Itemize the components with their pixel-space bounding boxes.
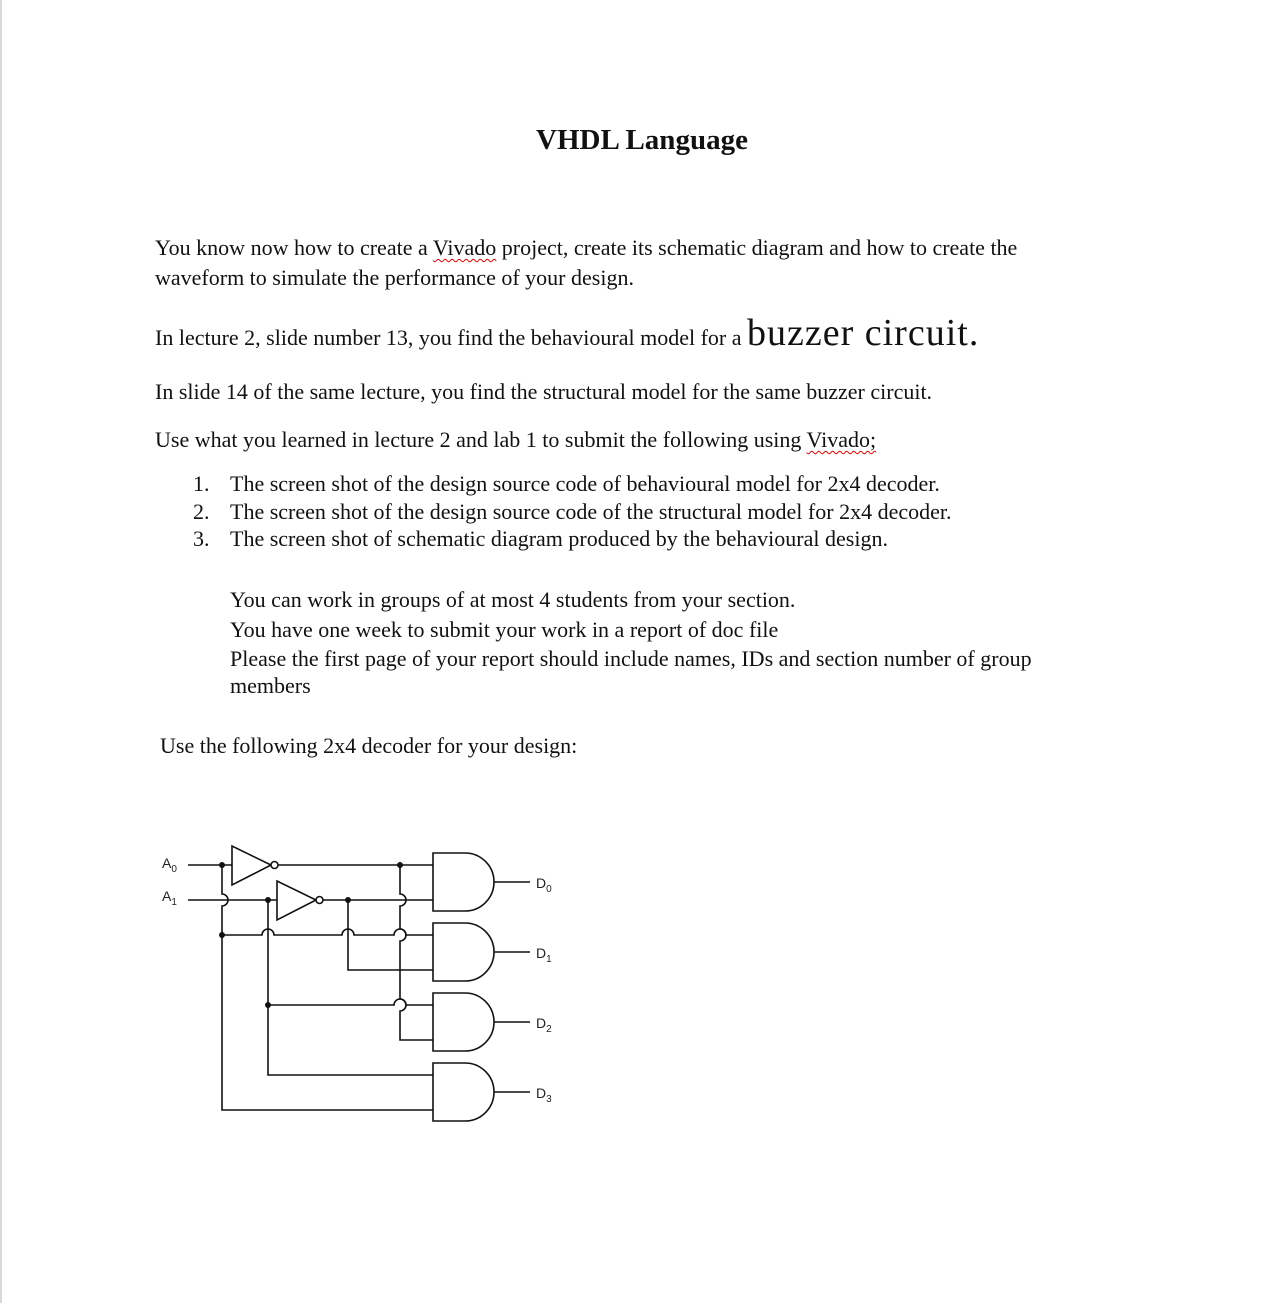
note-line: You can work in groups of at most 4 students from your section. [230, 587, 796, 612]
spellcheck-word-vivado: Vivado [432, 235, 497, 260]
list-number: 2. [193, 499, 210, 524]
and-gate-d3 [433, 1063, 494, 1121]
lecture-text: In lecture 2, slide number 13, you find the behavioural model for a [155, 325, 747, 350]
label-d2: $D_2$ [536, 1015, 552, 1035]
note-line: Please the first page of your report should include names, IDs and section number of group [230, 646, 1032, 671]
list-text: The screen shot of the design source code of the structural model for 2x4 decoder. [230, 499, 952, 524]
junction-dot [219, 932, 225, 938]
slide-paragraph: In slide 14 of the same lecture, you find the structural model for the same buzzer circuit. [155, 379, 933, 404]
wire-not-a0-bus [400, 865, 433, 1040]
junction-dot [265, 897, 271, 903]
list-number: 3. [193, 526, 210, 551]
label-a0: $A_0$ [162, 855, 177, 875]
not-gate-a1 [277, 881, 316, 920]
junction-dot [265, 1002, 271, 1008]
and-gate-d2 [433, 993, 494, 1051]
buzzer-circuit-emphasis: buzzer circuit. [747, 312, 980, 354]
note-line: members [230, 673, 311, 698]
wire-a0-bus [222, 865, 433, 1110]
junction-dot [397, 862, 403, 868]
intro-text-line2: waveform to simulate the performance of your design. [155, 265, 634, 290]
spellcheck-word-vivado-2: Vivado; [806, 427, 877, 452]
junction-dot [345, 897, 351, 903]
intro-text-start: You know now how to create a [155, 235, 433, 260]
intro-text-end: project, create its schematic diagram and how to create the [496, 235, 1018, 260]
wire-a1-bus [268, 900, 433, 1075]
decoder-intro: Use the following 2x4 decoder for your design: [160, 733, 578, 758]
junction-dot [219, 862, 225, 868]
document-title: VHDL Language [536, 124, 748, 156]
list-text: The screen shot of the design source code of behavioural model for 2x4 decoder. [230, 471, 940, 496]
label-d1: $D_1$ [536, 945, 552, 965]
not-gate-a0 [232, 846, 271, 885]
label-d3: $D_3$ [536, 1085, 552, 1105]
and-gate-d0 [433, 853, 494, 911]
not-bubble-a1 [316, 897, 323, 904]
list-number: 1. [193, 471, 210, 496]
label-d0: $D_0$ [536, 875, 552, 895]
note-line: You have one week to submit your work in a report of doc file [230, 617, 779, 642]
not-bubble-a0 [271, 862, 278, 869]
label-a1: $A_1$ [162, 888, 177, 908]
and-gate-d1 [433, 923, 494, 981]
wire-a1-to-d2 [268, 999, 433, 1005]
list-text: The screen shot of schematic diagram produced by the behavioural design. [230, 526, 888, 551]
instruction-text: Use what you learned in lecture 2 and lab 1 to submit the following using [155, 427, 807, 452]
